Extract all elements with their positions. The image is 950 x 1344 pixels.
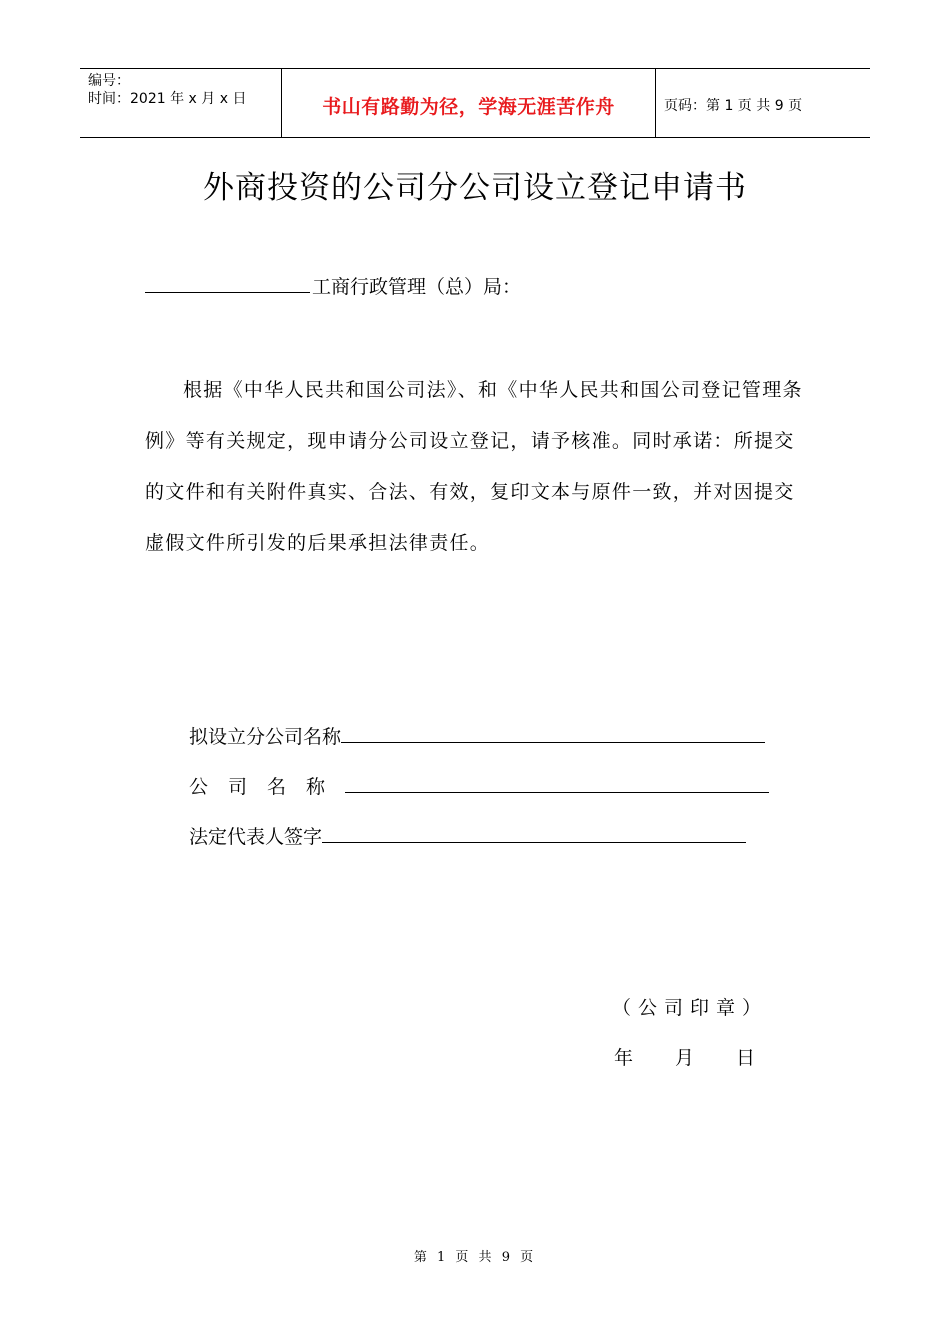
- company-seal-label: （公司印章）: [612, 997, 769, 1019]
- company-name-label: 公司名称: [189, 776, 346, 798]
- document-title: 外商投资的公司分公司设立登记申请书: [203, 170, 747, 206]
- application-body: 根据《中华人民共和国公司法》、和《中华人民共和国公司登记管理条例》等有关规定，现申请分公司设立登记，请予核准。同时承诺：所提交的文件和有关附件真实、合法、有效，复印文本与原件一致，并对因提交虚假文件所引发的后果承担法律责任。: [145, 379, 803, 554]
- addressee-text: 工商行政管理（总）局：: [312, 276, 522, 298]
- legal-rep-signature-blank[interactable]: [322, 820, 746, 843]
- company-name-blank[interactable]: [345, 770, 769, 793]
- branch-name-label: 拟设立分公司名称: [189, 726, 342, 748]
- header-info-cell: [80, 69, 282, 137]
- branch-name-blank[interactable]: [341, 720, 765, 743]
- company-name-field: [189, 770, 769, 799]
- page-footer: 第 1 页 共 9 页: [413, 1250, 537, 1265]
- legal-rep-label: 法定代表人签字: [189, 826, 323, 848]
- branch-name-field: [189, 720, 765, 749]
- addressee-line: [145, 270, 521, 299]
- header-motto: 书山有路勤为径，学海无涯苦作舟: [282, 69, 656, 137]
- document-header: [80, 68, 870, 138]
- legal-rep-field: [189, 820, 746, 849]
- document-number-label: 编号：: [88, 73, 130, 89]
- date-line: 年月日: [614, 1047, 798, 1069]
- header-page-info: 页码：第 1 页 共 9 页: [664, 98, 803, 114]
- addressee-blank[interactable]: [145, 270, 310, 293]
- document-time-label: 时间：2021 年 x 月 x 日: [88, 91, 247, 107]
